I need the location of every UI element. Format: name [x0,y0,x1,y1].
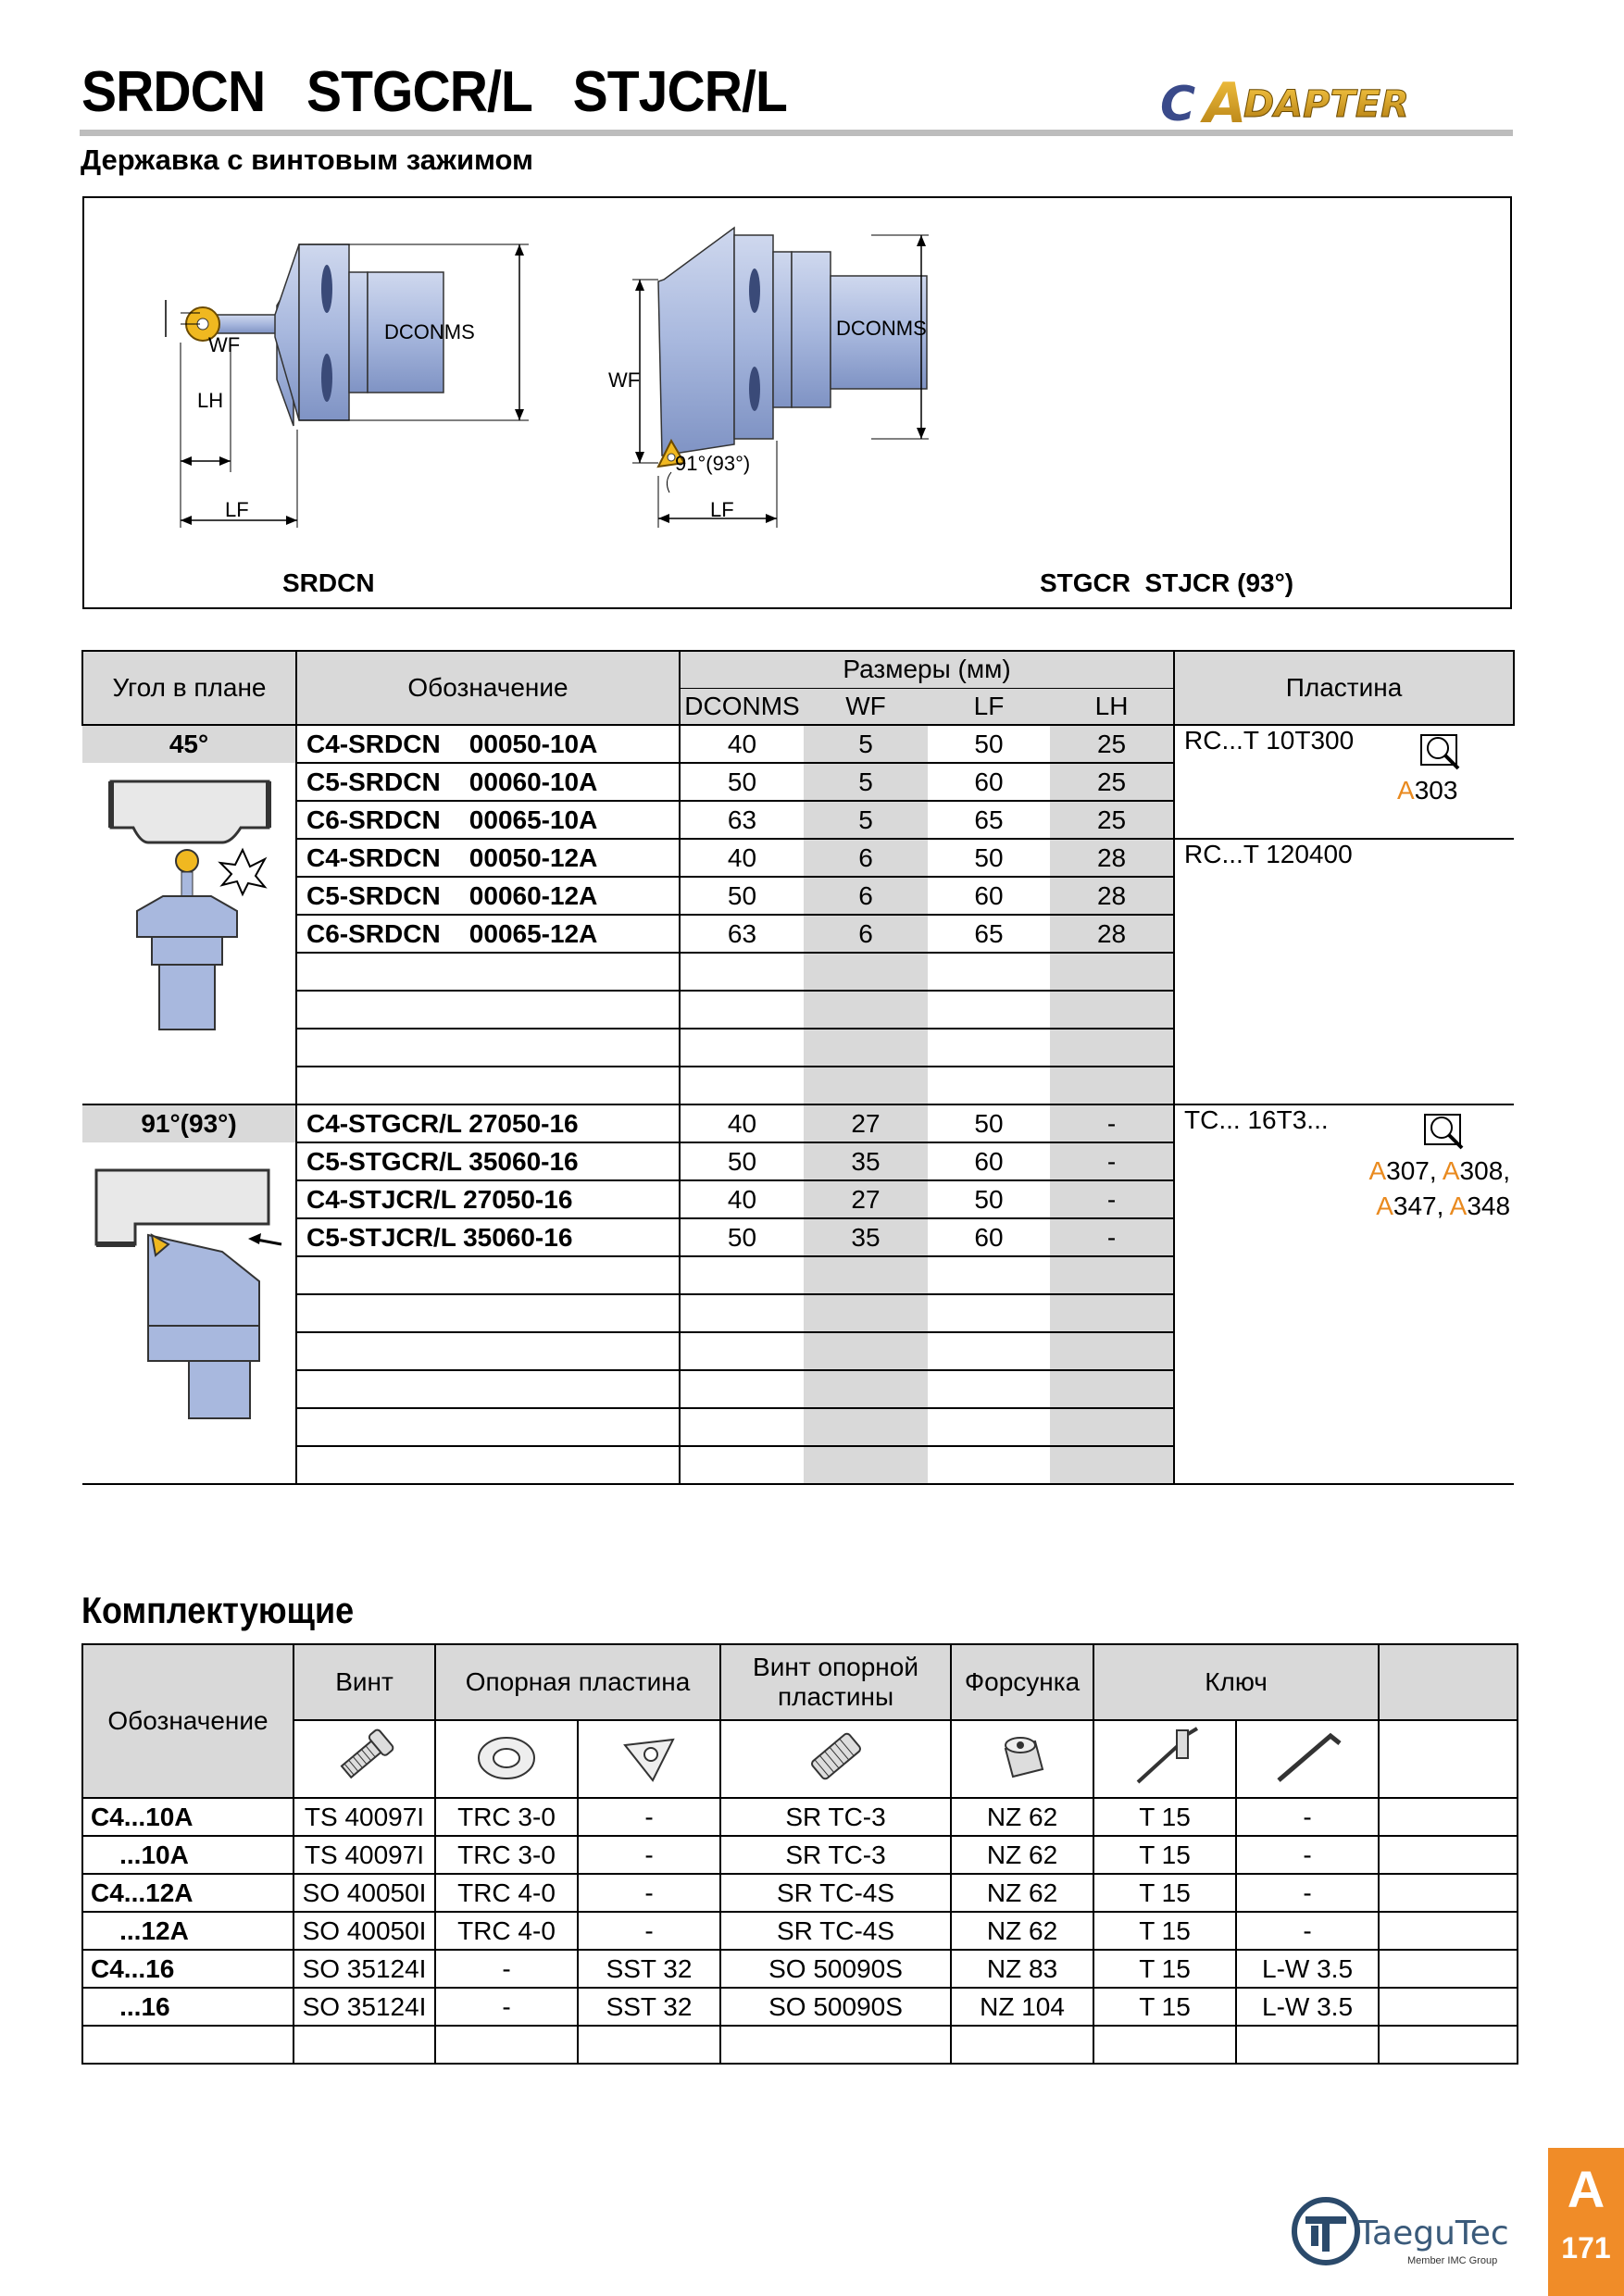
header-dimensions: Размеры (мм) [680,651,1174,688]
stgcr-application-icon [83,1142,295,1420]
table-row [82,1104,1514,1142]
srdcn-caption: SRDCN [282,568,375,597]
designation-cell: C5-SRDCN 00060-10A [296,763,680,801]
table-row [82,725,1514,763]
catalog-magnifier-icon[interactable] [1423,1111,1466,1152]
lf-cell: 50 [928,1104,1050,1142]
srdcn-lh-label: LH [197,389,224,412]
dconms-cell: 50 [680,1218,804,1256]
insert-label: RC...T 10T300 [1184,726,1355,755]
acc-header-shim-screw: Винт опорной пластины [720,1644,951,1720]
catalog-magnifier-icon[interactable] [1419,731,1462,772]
header-wf: WF [804,688,928,725]
lh-cell: 25 [1050,763,1174,801]
acc-header-key: Ключ [1093,1644,1379,1720]
designation-cell: C5-STGCR/L 35060-16 [296,1142,680,1180]
acc-row: C4...10A TS 40097I TRC 3-0 - SR TC-3 NZ 62 T 15 - [82,1798,1518,1836]
srdcn-lf-label: LF [225,498,249,521]
designation-cell: C6-SRDCN 00065-12A [296,915,680,953]
lf-cell: 50 [928,725,1050,763]
lh-cell: 28 [1050,839,1174,877]
angle-cell-91: 91°(93°) [82,1104,296,1142]
designation-cell: C4-SRDCN 00050-12A [296,839,680,877]
insert-label: RC...T 120400 [1184,840,1353,868]
dconms-cell: 50 [680,1142,804,1180]
srdcn-drawing [166,243,529,528]
acc-row: ...16 SO 35124I - SST 32 SO 50090S NZ 104 T 15 L-W 3.5 [82,1988,1518,2026]
designation-cell: C5-STJCR/L 35060-16 [296,1218,680,1256]
acc-row: C4...16 SO 35124I - SST 32 SO 50090S NZ 83 T 15 L-W 3.5 [82,1950,1518,1988]
lh-cell: - [1050,1142,1174,1180]
page-title: SRDCN STGCR/L STJCR/L [81,60,787,124]
acc-header-shim: Опорная пластина [435,1644,720,1720]
brand-subline: Member IMC Group [1407,2255,1498,2266]
dconms-cell: 40 [680,725,804,763]
cadapter-logo [1156,70,1517,130]
dconms-cell: 40 [680,1104,804,1142]
wf-cell: 5 [804,801,928,839]
accessories-table [81,1643,1518,2065]
header-lf: LF [928,688,1050,725]
lf-cell: 60 [928,1142,1050,1180]
lh-cell: 25 [1050,801,1174,839]
tool-image-91 [82,1142,296,1484]
dconms-cell: 40 [680,839,804,877]
table-row [82,839,1514,877]
designation-cell: C4-SRDCN 00050-10A [296,725,680,763]
acc-row: C4...12A SO 40050I TRC 4-0 - SR TC-4S NZ 62 T 15 - [82,1874,1518,1912]
srdcn-application-icon [83,763,295,1041]
lh-cell: - [1050,1218,1174,1256]
lf-cell: 65 [928,801,1050,839]
acc-row: ...10A TS 40097I TRC 3-0 - SR TC-3 NZ 62 T 15 - [82,1836,1518,1874]
hex-key-icon [1236,1720,1379,1798]
dconms-cell: 63 [680,801,804,839]
stgcr-caption: STGCR STJCR (93°) [1040,568,1294,597]
dconms-cell: 50 [680,877,804,915]
tool-image-45 [82,763,296,1104]
svg-text:A: A [1204,71,1247,130]
header-designation: Обозначение [296,651,680,725]
designation-cell: C6-SRDCN 00065-10A [296,801,680,839]
insert-cell [1174,1104,1514,1484]
lh-cell: 25 [1050,725,1174,763]
nozzle-icon [951,1720,1093,1798]
wf-cell: 35 [804,1218,928,1256]
stgcr-drawing [632,228,929,528]
catalog-reference[interactable]: A303 [1397,776,1458,805]
dimensions-table [81,650,1515,1485]
lh-cell: - [1050,1104,1174,1142]
lf-cell: 65 [928,915,1050,953]
acc-header-screw: Винт [294,1644,435,1720]
lh-cell: 28 [1050,877,1174,915]
dconms-cell: 50 [680,763,804,801]
lh-cell: 28 [1050,915,1174,953]
acc-header-blank [1379,1644,1518,1720]
stgcr-lf-label: LF [710,498,734,521]
wf-cell: 6 [804,839,928,877]
designation-cell: C5-SRDCN 00060-12A [296,877,680,915]
lf-cell: 50 [928,1180,1050,1218]
header-insert: Пластина [1174,651,1514,725]
lf-cell: 50 [928,839,1050,877]
svg-text:DAPTER: DAPTER [1243,83,1409,126]
insert-cell [1174,725,1514,839]
angle-cell-45: 45° [82,725,296,763]
wf-cell: 6 [804,915,928,953]
wf-cell: 35 [804,1142,928,1180]
stgcr-angle-label: 91°(93°) [675,452,751,475]
taegutec-emblem-icon [1289,2194,1363,2268]
wf-cell: 27 [804,1104,928,1142]
acc-header-designation: Обозначение [82,1644,294,1798]
lh-cell: - [1050,1180,1174,1218]
wf-cell: 5 [804,763,928,801]
header-dconms: DCONMS [680,688,804,725]
insert-cell [1174,839,1514,1104]
designation-cell: C4-STGCR/L 27050-16 [296,1104,680,1142]
page-subtitle: Державка с винтовым зажимом [81,144,533,176]
wf-cell: 5 [804,725,928,763]
lf-cell: 60 [928,763,1050,801]
acc-header-nozzle: Форсунка [951,1644,1093,1720]
brand-name: TaeguTec [1357,2215,1509,2252]
insert-label: TC... 16T3... [1184,1105,1329,1134]
screw-icon [294,1720,435,1798]
shim-ring-icon [435,1720,578,1798]
dconms-cell: 63 [680,915,804,953]
title-rule [80,130,1513,136]
stgcr-dconms-label: DCONMS [836,317,927,340]
section-page-tab [1548,2148,1624,2296]
tool-diagram-box [82,196,1512,609]
srdcn-wf-label: WF [208,333,241,356]
taegutec-logo [1289,2190,1520,2274]
svg-text:C: C [1160,77,1196,130]
lf-cell: 60 [928,877,1050,915]
accessories-title: Комплектующие [81,1591,355,1631]
stgcr-wf-label: WF [608,368,641,392]
dconms-cell: 40 [680,1180,804,1218]
section-letter: A [1567,2160,1605,2218]
wf-cell: 27 [804,1180,928,1218]
wf-cell: 6 [804,877,928,915]
acc-row: ...12A SO 40050I TRC 4-0 - SR TC-4S NZ 62 T 15 - [82,1912,1518,1950]
tool-drawings [84,198,1510,607]
header-lh: LH [1050,688,1174,725]
torx-key-icon [1093,1720,1236,1798]
srdcn-dconms-label: DCONMS [384,320,475,343]
shim-triangle-icon [578,1720,720,1798]
shim-screw-icon [720,1720,951,1798]
page-number: 171 [1561,2231,1611,2265]
designation-cell: C4-STJCR/L 27050-16 [296,1180,680,1218]
catalog-references[interactable]: A307, A308, A347, A348 [1368,1156,1511,1220]
lf-cell: 60 [928,1218,1050,1256]
acc-row-empty [82,2026,1518,2064]
header-angle: Угол в плане [82,651,296,725]
